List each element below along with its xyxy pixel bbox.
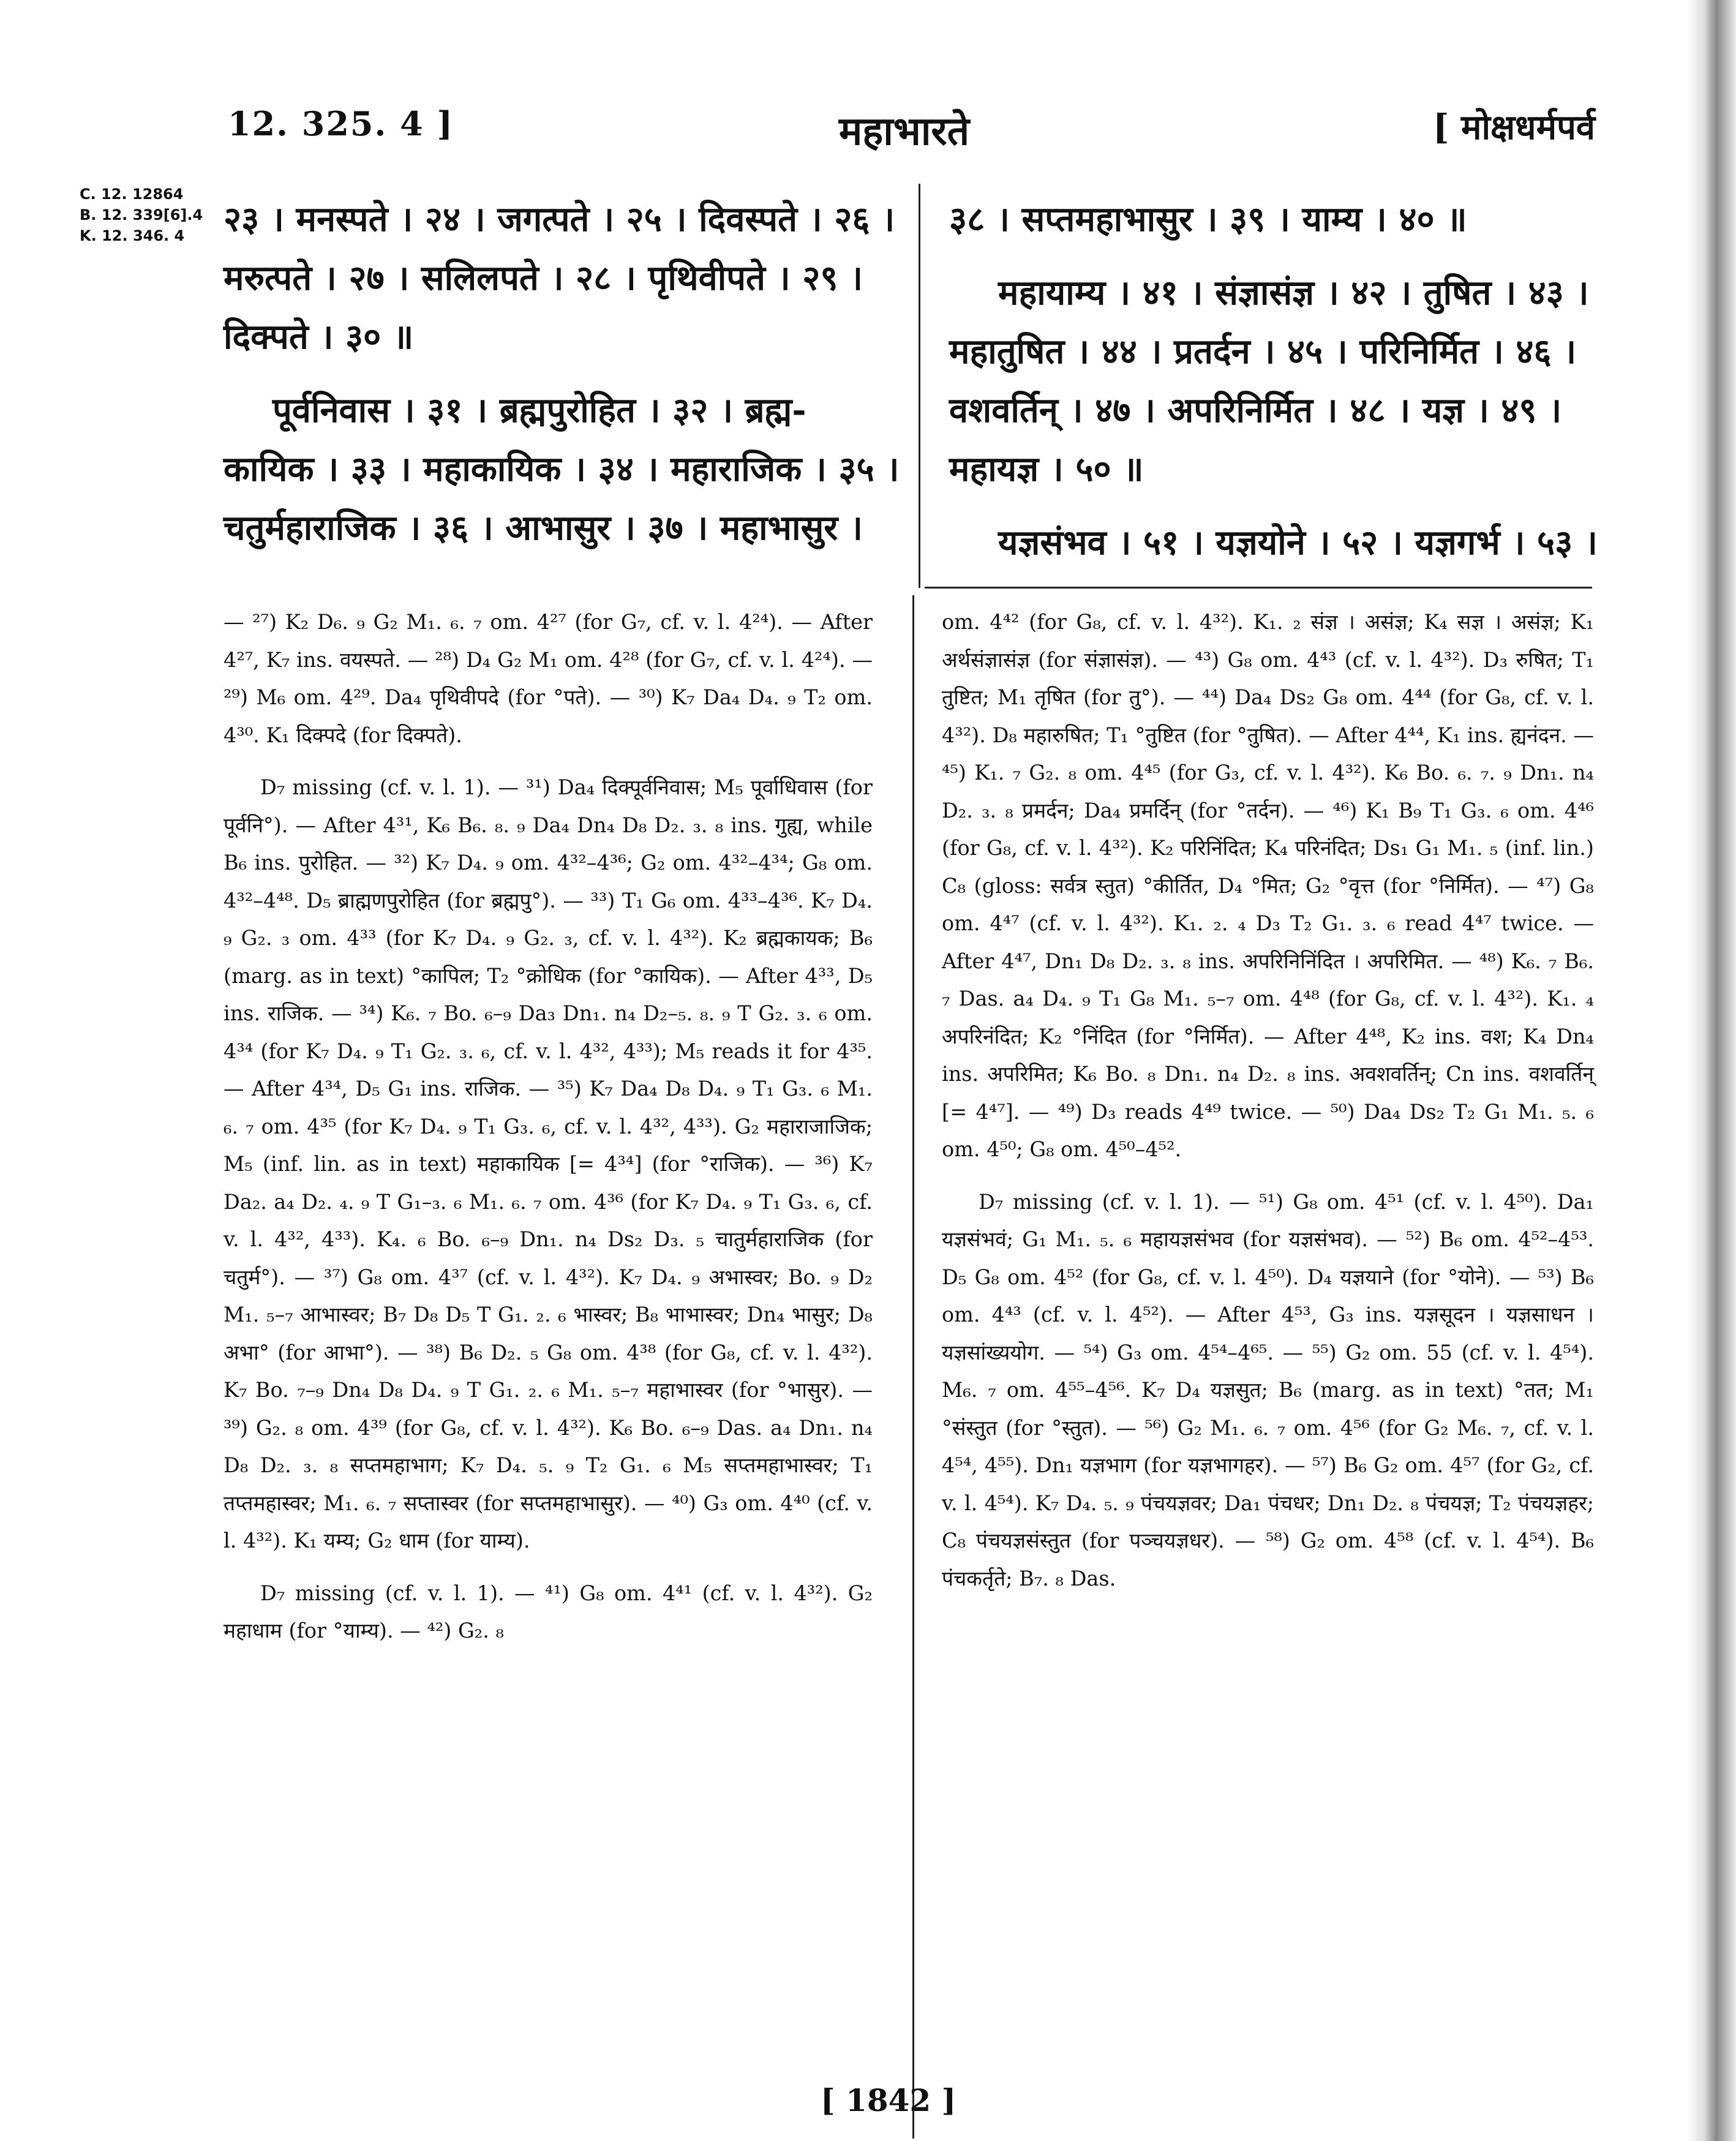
verse-line: २३ । मनस्पते । २४ । जगत्पते । २५ । दिवस्पते । २६ ।: [224, 199, 895, 239]
note-paragraph: om. 4⁴² (for G₈, cf. v. l. 4³²). K₁. ₂ संज्ञ । असंज्ञ; K₄ सज्ञ । असंज्ञ; K₁ अर्थसंज्ञासंज्ञ (for संज्ञासंज्ञ). — ⁴³) G₈ om. 4⁴³ (cf. v. l. 4³²). D₃ रुषित; T₁ तुष्टित; M₁ तृषित (for तु°). — ⁴⁴) Da₄ Ds₂ G₈ om. 4⁴⁴ (for G₈, cf. v. l. 4³²). D₈ महारुषित; T₁ °तुष्टित (for °तुषित). — After 4⁴⁴, K₁ ins. ह्यनंदन. — ⁴⁵) K₁. ₇ G₂. ₈ om. 4⁴⁵ (for G₃, cf. v. l. 4³²). K₆ Bo. ₆. ₇. ₉ Dn₁. n₄ D₂. ₃. ₈ प्रमर्दन; Da₄ प्रमर्दिन् (for °तर्दन). — ⁴⁶) K₁ B₉ T₁ G₃. ₆ om. 4⁴⁶ (for G₈, cf. v. l. 4³²). K₂ परिनिंदित; K₄ परिनंदित; Ds₁ G₁ M₁. ₅ (inf. lin.) C₈ (gloss: सर्वत्र स्तुत) °कीर्तित, D₄ °मित; G₂ °वृत्त (for °निर्मित). — ⁴⁷) G₈ om. 4⁴⁷ (cf. v. l. 4³²). K₁. ₂. ₄ D₃ T₂ G₁. ₃. ₆ read 4⁴⁷ twice. — After 4⁴⁷, Dn₁ D₈ D₂. ₃. ₈ ins. अपरिनिनिंदित । अपरिमित. — ⁴⁸) K₆. ₇ B₆. ₇ Das. a₄ D₄. ₉ T₁ G₈ M₁. ₅–₇ om. 4⁴⁸ (for G₈, cf. v. l. 4³²). K₁. ₄ अपरिनंदित; K₂ °निंदित (for °निर्मित). — After 4⁴⁸, K₂ ins. वश; K₄ Dn₄ ins. अपरिमित; K₆ Bo. ₈ Dn₁. n₄ D₂. ₈ ins. अवशवर्तिन्; Cn ins. वशवर्तिन् [= 4⁴⁷]. — ⁴⁹) D₃ reads 4⁴⁹ twice. — ⁵⁰) Da₄ Ds₂ T₂ G₁ M₁. ₅. ₆ om. 4⁵⁰; G₈ om. 4⁵⁰–4⁵².: [942, 610, 1594, 1161]
scan-edge-shadow: [1687, 0, 1736, 2141]
note-paragraph: D₇ missing (cf. v. l. 1). — ³¹) Da₄ दिक्पूर्वनिवास; M₅ पूर्वाधिवास (for पूर्वनि°). — After 4³¹, K₆ B₆. ₈. ₉ Da₄ Dn₄ D₈ D₂. ₃. ₈ ins. गुह्य, while B₆ ins. पुरोहित. — ³²) K₇ D₄. ₉ om. 4³²–4³⁶; G₂ om. 4³²–4³⁴; G₈ om. 4³²–4⁴⁸. D₅ ब्राह्मणपुरोहित (for ब्रह्मपु°). — ³³) T₁ G₆ om. 4³³–4³⁶. K₇ D₄. ₉ G₂. ₃ om. 4³³ (for K₇ D₄. ₉ G₂. ₃, cf. v. l. 4³²). K₂ ब्रह्मकायक; B₆ (marg. as in text) °कापिल; T₂ °क्रोधिक (for °कायिक). — After 4³³, D₅ ins. राजिक. — ³⁴) K₆. ₇ Bo. ₆–₉ Da₃ Dn₁. n₄ D₂–₅. ₈. ₉ T G₂. ₃. ₆ om. 4³⁴ (for K₇ D₄. ₉ T₁ G₂. ₃. ₆, cf. v. l. 4³², 4³³); M₅ reads it for 4³⁵. — After 4³⁴, D₅ G₁ ins. राजिक. — ³⁵) K₇ Da₄ D₈ D₄. ₉ T₁ G₃. ₆ M₁. ₆. ₇ om. 4³⁵ (for K₇ D₄. ₉ T₁ G₃. ₆, cf. v. l. 4³², 4³³). G₂ महाराजाजिक; M₅ (inf. lin. as in text) महाकायिक [= 4³⁴] (for °राजिक). — ³⁶) K₇ Da₂. a₄ D₂. ₄. ₉ T G₁–₃. ₆ M₁. ₆. ₇ om. 4³⁶ (for K₇ D₄. ₉ T₁ G₃. ₆, cf. v. l. 4³², 4³³). K₄. ₆ Bo. ₆–₉ Dn₁. n₄ Ds₂ D₃. ₅ चातुर्महाराजिक (for चतुर्म°). — ³⁷) G₈ om. 4³⁷ (cf. v. l. 4³²). K₇ D₄. ₉ अभास्वर; Bo. ₉ D₂ M₁. ₅–₇ आभास्वर; B₇ D₈ D₅ T G₁. ₂. ₆ भास्वर; B₈ भाभास्वर; Dn₄ भासुर; D₈ अभा° (for आभा°). — ³⁸) B₆ D₂. ₅ G₈ om. 4³⁸ (for G₈, cf. v. l. 4³²). K₇ Bo. ₇–₉ Dn₄ D₈ D₄. ₉ T G₁. ₂. ₆ M₁. ₅–₇ महाभास्वर (for °भासुर). — ³⁹) G₂. ₈ om. 4³⁹ (for G₈, cf. v. l. 4³²). K₆ Bo. ₆–₉ Das. a₄ Dn₁. n₄ D₈ D₂. ₃. ₈ सप्तमहाभाग; K₇ D₄. ₅. ₉ T₂ G₁. ₆ M₅ सप्तमहाभास्वर; T₁ तप्तमहास्वर; M₁. ₆. ₇ सप्तास्वर (for सप्तमहाभासुर). — ⁴⁰) G₃ om. 4⁴⁰ (cf. v. l. 4³²). K₁ यम्य; G₂ धाम (for याम्य).: [224, 775, 873, 1552]
verse-line: यज्ञसंभव । ५१ । यज्ञयोने । ५२ । यज्ञगर्भ । ५३ ।: [998, 522, 1598, 563]
side-ref: B. 12. 339[6].4: [80, 206, 203, 224]
header-verse-ref: 12. 325. 4 ]: [228, 104, 454, 143]
verses-right-column: [949, 190, 1598, 572]
note-paragraph: D₇ missing (cf. v. l. 1). — ⁵¹) G₈ om. 4⁵¹ (cf. v. l. 4⁵⁰). Da₁ यज्ञसंभवं; G₁ M₁. ₅. ₆ महायज्ञसंभव (for यज्ञसंभव). — ⁵²) B₆ om. 4⁵²–4⁵³. D₅ G₈ om. 4⁵² (for G₈, cf. v. l. 4⁵⁰). D₄ यज्ञयाने (for °योने). — ⁵³) B₆ om. 4⁴³ (cf. v. l. 4⁵²). — After 4⁵³, G₃ ins. यज्ञसूदन । यज्ञसाधन । यज्ञसांख्ययोग. — ⁵⁴) G₃ om. 4⁵⁴–4⁶⁵. — ⁵⁵) G₂ om. 55 (cf. v. l. 4⁵⁴). M₆. ₇ om. 4⁵⁵–4⁵⁶. K₇ D₄ यज्ञसुत; B₆ (marg. as in text) °तत; M₁ °संस्तुत (for °स्तुत). — ⁵⁶) G₂ M₁. ₆. ₇ om. 4⁵⁶ (for G₂ M₆. ₇, cf. v. l. 4⁵⁴, 4⁵⁵). Dn₁ यज्ञभाग (for यज्ञभागहर). — ⁵⁷) B₆ G₂ om. 4⁵⁷ (for G₂, cf. v. l. 4⁵⁴). K₇ D₄. ₅. ₉ पंचयज्ञवर; Da₁ पंचधर; Dn₁ D₂. ₈ पंचयज्ञ; T₂ पंचयज्ञहर; C₈ पंचयज्ञसंस्तुत (for पञ्चयज्ञधर). — ⁵⁸) G₂ om. 4⁵⁸ (cf. v. l. 4⁵⁴). B₆ पंचकर्तृते; B₇. ₈ Das.: [942, 1189, 1594, 1590]
side-ref: C. 12. 12864: [80, 186, 184, 203]
verse-line: चतुर्महाराजिक । ३६ । आभासुर । ३७ । महाभासुर ।: [224, 508, 863, 548]
column-divider-top: [919, 184, 920, 588]
critical-notes-left: [224, 603, 873, 1650]
note-paragraph: — ²⁷) K₂ D₆. ₉ G₂ M₁. ₆. ₇ om. 4²⁷ (for G₇, cf. v. l. 4²⁴). — After 4²⁷, K₇ ins. वयस्पते. — ²⁸) D₄ G₂ M₁ om. 4²⁸ (for G₇, cf. v. l. 4²⁴). — ²⁹) M₆ om. 4²⁹. Da₄ पृथिवीपदे (for °पते). — ³⁰) K₇ Da₄ D₄. ₉ T₂ om. 4³⁰. K₁ दिक्पदे (for दिक्पते).: [224, 610, 873, 747]
critical-notes-right: [942, 603, 1594, 1597]
verse-line: महायाम्य । ४१ । संज्ञासंज्ञ । ४२ । तुषित । ४३ ।: [998, 273, 1589, 313]
header-title: महाभारते: [839, 108, 970, 154]
verse-line: पूर्वनिवास । ३१ । ब्रह्मपुरोहित । ३२ । ब्रह्म-: [272, 390, 806, 431]
verse-notes-divider: [925, 587, 1592, 589]
verse-line: वशवर्तिन् । ४७ । अपरिनिर्मित । ४८ । यज्ञ । ४९ ।: [949, 390, 1562, 431]
side-ref: K. 12. 346. 4: [80, 227, 185, 244]
verse-line: महायज्ञ । ५० ॥: [949, 449, 1144, 489]
note-paragraph: D₇ missing (cf. v. l. 1). — ⁴¹) G₈ om. 4⁴¹ (cf. v. l. 4³²). G₂ महाधाम (for °याम्य). — ⁴²) G₂. ₈: [224, 1581, 873, 1642]
header-parvan: [ मोक्षधर्मपर्व: [1433, 107, 1596, 148]
verse-line: दिक्पते । ३० ॥: [224, 317, 414, 357]
side-references: [80, 184, 203, 246]
verse-line: कायिक । ३३ । महाकायिक । ३४ । महाराजिक । ३५ ।: [224, 449, 900, 489]
verses-left-column: [224, 190, 900, 557]
verse-line: ३८ । सप्तमहाभासुर । ३९ । याम्य । ४० ॥: [949, 199, 1467, 239]
page-number: [ 1842 ]: [821, 2082, 956, 2118]
verse-line: महातुषित । ४४ । प्रतर्दन । ४५ । परिनिर्मित । ४६ ।: [949, 331, 1577, 372]
verse-line: मरुत्पते । २७ । सलिलपते । २८ । पृथिवीपते । २९ ।: [224, 258, 863, 298]
column-divider-bottom: [912, 595, 914, 2139]
